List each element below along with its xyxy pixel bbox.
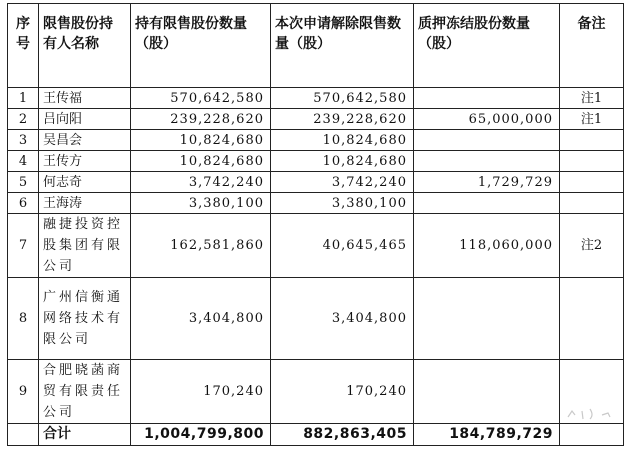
row-held: 170,240 (131, 360, 271, 424)
row-release: 239,228,620 (271, 109, 414, 130)
row-held: 570,642,580 (131, 88, 271, 109)
watermark-mark (562, 403, 622, 423)
row-release: 40,645,465 (271, 214, 414, 278)
total-held: 1,004,799,800 (131, 424, 271, 446)
row-seq: 8 (8, 278, 39, 360)
table-header-row (8, 4, 624, 88)
row-note (560, 278, 624, 360)
row-held: 239,228,620 (131, 109, 271, 130)
row-release: 3,404,800 (271, 278, 414, 360)
row-pledged: 1,729,729 (414, 172, 560, 193)
total-note (560, 424, 624, 446)
row-seq: 5 (8, 172, 39, 193)
table-row (8, 214, 624, 278)
row-note (560, 130, 624, 151)
row-holder: 何志奇 (39, 172, 131, 193)
table-row (8, 172, 624, 193)
row-note (560, 172, 624, 193)
header-held: 持有限售股份数量（股） (131, 4, 271, 88)
row-held: 3,404,800 (131, 278, 271, 360)
row-pledged (414, 88, 560, 109)
row-seq: 6 (8, 193, 39, 214)
row-note: 注2 (560, 214, 624, 278)
total-row (8, 424, 624, 446)
row-pledged (414, 193, 560, 214)
row-note: 注1 (560, 88, 624, 109)
row-pledged (414, 360, 560, 424)
row-note (560, 151, 624, 172)
row-pledged (414, 130, 560, 151)
row-note (560, 193, 624, 214)
row-pledged: 65,000,000 (414, 109, 560, 130)
row-holder: 王传方 (39, 151, 131, 172)
row-held: 10,824,680 (131, 151, 271, 172)
row-release: 10,824,680 (271, 130, 414, 151)
header-pledged: 质押冻结股份数量（股） (414, 4, 560, 88)
table-row (8, 151, 624, 172)
header-release: 本次申请解除限售数量（股） (271, 4, 414, 88)
row-holder: 广州信衡通网络技术有限公司 (39, 278, 131, 360)
row-seq: 4 (8, 151, 39, 172)
row-held: 162,581,860 (131, 214, 271, 278)
row-note: 注1 (560, 109, 624, 130)
row-holder: 吴昌会 (39, 130, 131, 151)
header-seq: 序号 (8, 4, 39, 88)
row-holder: 吕向阳 (39, 109, 131, 130)
table-row (8, 109, 624, 130)
row-seq: 9 (8, 360, 39, 424)
row-release: 3,742,240 (271, 172, 414, 193)
row-holder: 融捷投资控股集团有限公司 (39, 214, 131, 278)
row-seq: 3 (8, 130, 39, 151)
row-release: 10,824,680 (271, 151, 414, 172)
row-holder: 王海涛 (39, 193, 131, 214)
header-note: 备注 (560, 4, 624, 88)
row-pledged: 118,060,000 (414, 214, 560, 278)
header-holder: 限售股份持有人名称 (39, 4, 131, 88)
row-release: 3,380,100 (271, 193, 414, 214)
total-seq (8, 424, 39, 446)
row-pledged (414, 278, 560, 360)
table-row (8, 193, 624, 214)
row-seq: 1 (8, 88, 39, 109)
row-seq: 2 (8, 109, 39, 130)
row-held: 10,824,680 (131, 130, 271, 151)
row-seq: 7 (8, 214, 39, 278)
row-release: 570,642,580 (271, 88, 414, 109)
table-row (8, 360, 624, 424)
row-held: 3,742,240 (131, 172, 271, 193)
row-held: 3,380,100 (131, 193, 271, 214)
row-holder: 王传福 (39, 88, 131, 109)
total-release: 882,863,405 (271, 424, 414, 446)
share-release-table (7, 3, 624, 446)
table-row (8, 130, 624, 151)
total-label: 合计 (39, 424, 131, 446)
total-pledged: 184,789,729 (414, 424, 560, 446)
row-pledged (414, 151, 560, 172)
row-release: 170,240 (271, 360, 414, 424)
table-row (8, 278, 624, 360)
row-holder: 合肥晓菡商贸有限责任公司 (39, 360, 131, 424)
table-row (8, 88, 624, 109)
